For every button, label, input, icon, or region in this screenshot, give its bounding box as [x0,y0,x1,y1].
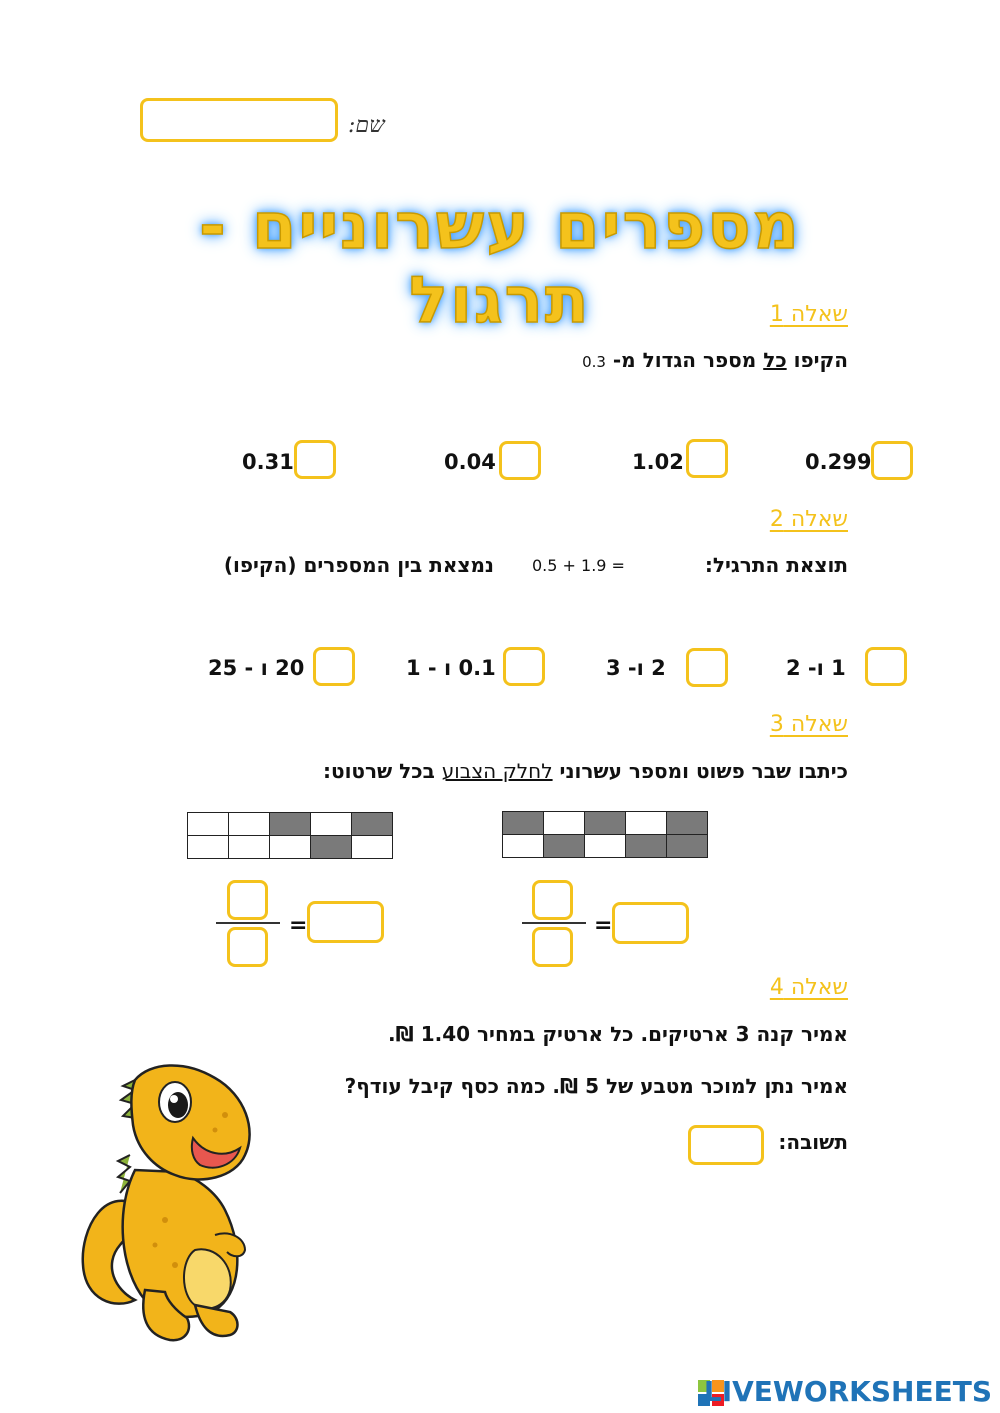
grid-cell [667,812,708,835]
q2-option-4-label: 20 ו - 25 [208,656,305,680]
q4-answer-input[interactable] [688,1125,764,1165]
grid-cell [585,835,626,858]
q3-text-under: לחלק הצבוע [441,759,553,783]
name-label: שם: [348,113,385,138]
q1-option-2-label: 1.02 [632,450,684,474]
q3-right-fraction-grid [502,811,708,858]
grid-cell [626,812,667,835]
grid-cell [352,836,393,859]
q3-left-fraction-grid [187,812,393,859]
q3-left-decimal-input[interactable] [307,901,384,943]
q1-text-under: כל [763,348,787,372]
q3-right-numerator-input[interactable] [532,880,573,920]
q1-option-1-checkbox[interactable] [871,441,913,480]
worksheet-title: מספרים עשרוניים - תרגול [199,190,801,338]
grid-cell [270,836,311,859]
q3-left-numerator-input[interactable] [227,880,268,920]
grid-cell [544,812,585,835]
grid-cell [188,836,229,859]
q2-option-4-checkbox[interactable] [313,647,355,686]
grid-cell [311,836,352,859]
dinosaur-illustration [75,1060,275,1350]
q1-heading: שאלה 1 [769,302,848,327]
grid-cell [188,813,229,836]
q1-text-num: 0.3 [582,353,606,371]
q3-left-fraction-bar [216,922,280,924]
grid-cell [667,835,708,858]
q3-text-pre: כיתבו שבר פשוט ומספר עשרוני [552,759,848,783]
q1-option-3-label: 0.04 [444,450,496,474]
student-name-input[interactable] [140,98,338,142]
q2-option-2-checkbox[interactable] [686,648,728,687]
q3-right-equals: = [594,913,613,938]
grid-cell [352,813,393,836]
q2-text-a: תוצאת התרגיל: [704,553,848,577]
grid-cell [503,812,544,835]
q3-heading: שאלה 3 [769,712,848,737]
q1-option-4-label: 0.31 [242,450,294,474]
grid-cell [585,812,626,835]
q3-text-post: בכל שרטוט: [322,759,442,783]
liveworksheets-logo-text: LIVEWORKSHEETS [703,1375,992,1408]
q1-option-4-checkbox[interactable] [294,440,336,479]
q2-option-3-checkbox[interactable] [503,647,545,686]
q1-option-2-checkbox[interactable] [686,439,728,478]
grid-cell [544,835,585,858]
q1-option-1-label: 0.299 [805,450,872,474]
q3-left-denominator-input[interactable] [227,927,268,967]
q2-option-1-checkbox[interactable] [865,647,907,686]
grid-cell [311,813,352,836]
grid-cell [270,813,311,836]
q1-option-3-checkbox[interactable] [499,441,541,480]
q2-text-b: נמצאת בין המספרים (הקיפו) [223,553,494,577]
q3-right-denominator-input[interactable] [532,927,573,967]
q4-line-2: אמיר נתן למוכר מטבע של 5 ₪. כמה כסף קיבל עודף? [344,1074,848,1098]
q4-heading: שאלה 4 [769,975,848,1000]
grid-cell [229,836,270,859]
q4-line-1: אמיר קנה 3 ארטיקים. כל ארטיק במחיר 1.40 ₪. [388,1022,848,1046]
q1-text-post: מספר הגדול מ- [605,348,764,372]
q1-instruction [582,348,848,372]
grid-cell [626,835,667,858]
q2-expression: 0.5 + 1.9 = [532,556,625,575]
q3-right-fraction-bar [522,922,586,924]
q4-answer-label: תשובה: [778,1130,848,1154]
q3-left-equals: = [289,913,308,938]
q2-option-2-label: 2 ו- 3 [606,656,666,680]
q3-right-decimal-input[interactable] [612,902,689,944]
q3-instruction [323,759,848,783]
q2-option-1-label: 1 ו- 2 [786,656,846,680]
q2-option-3-label: 0.1 ו - 1 [406,656,496,680]
q1-text-pre: הקיפו [786,348,848,372]
grid-cell [503,835,544,858]
q2-heading: שאלה 2 [769,507,848,532]
grid-cell [229,813,270,836]
